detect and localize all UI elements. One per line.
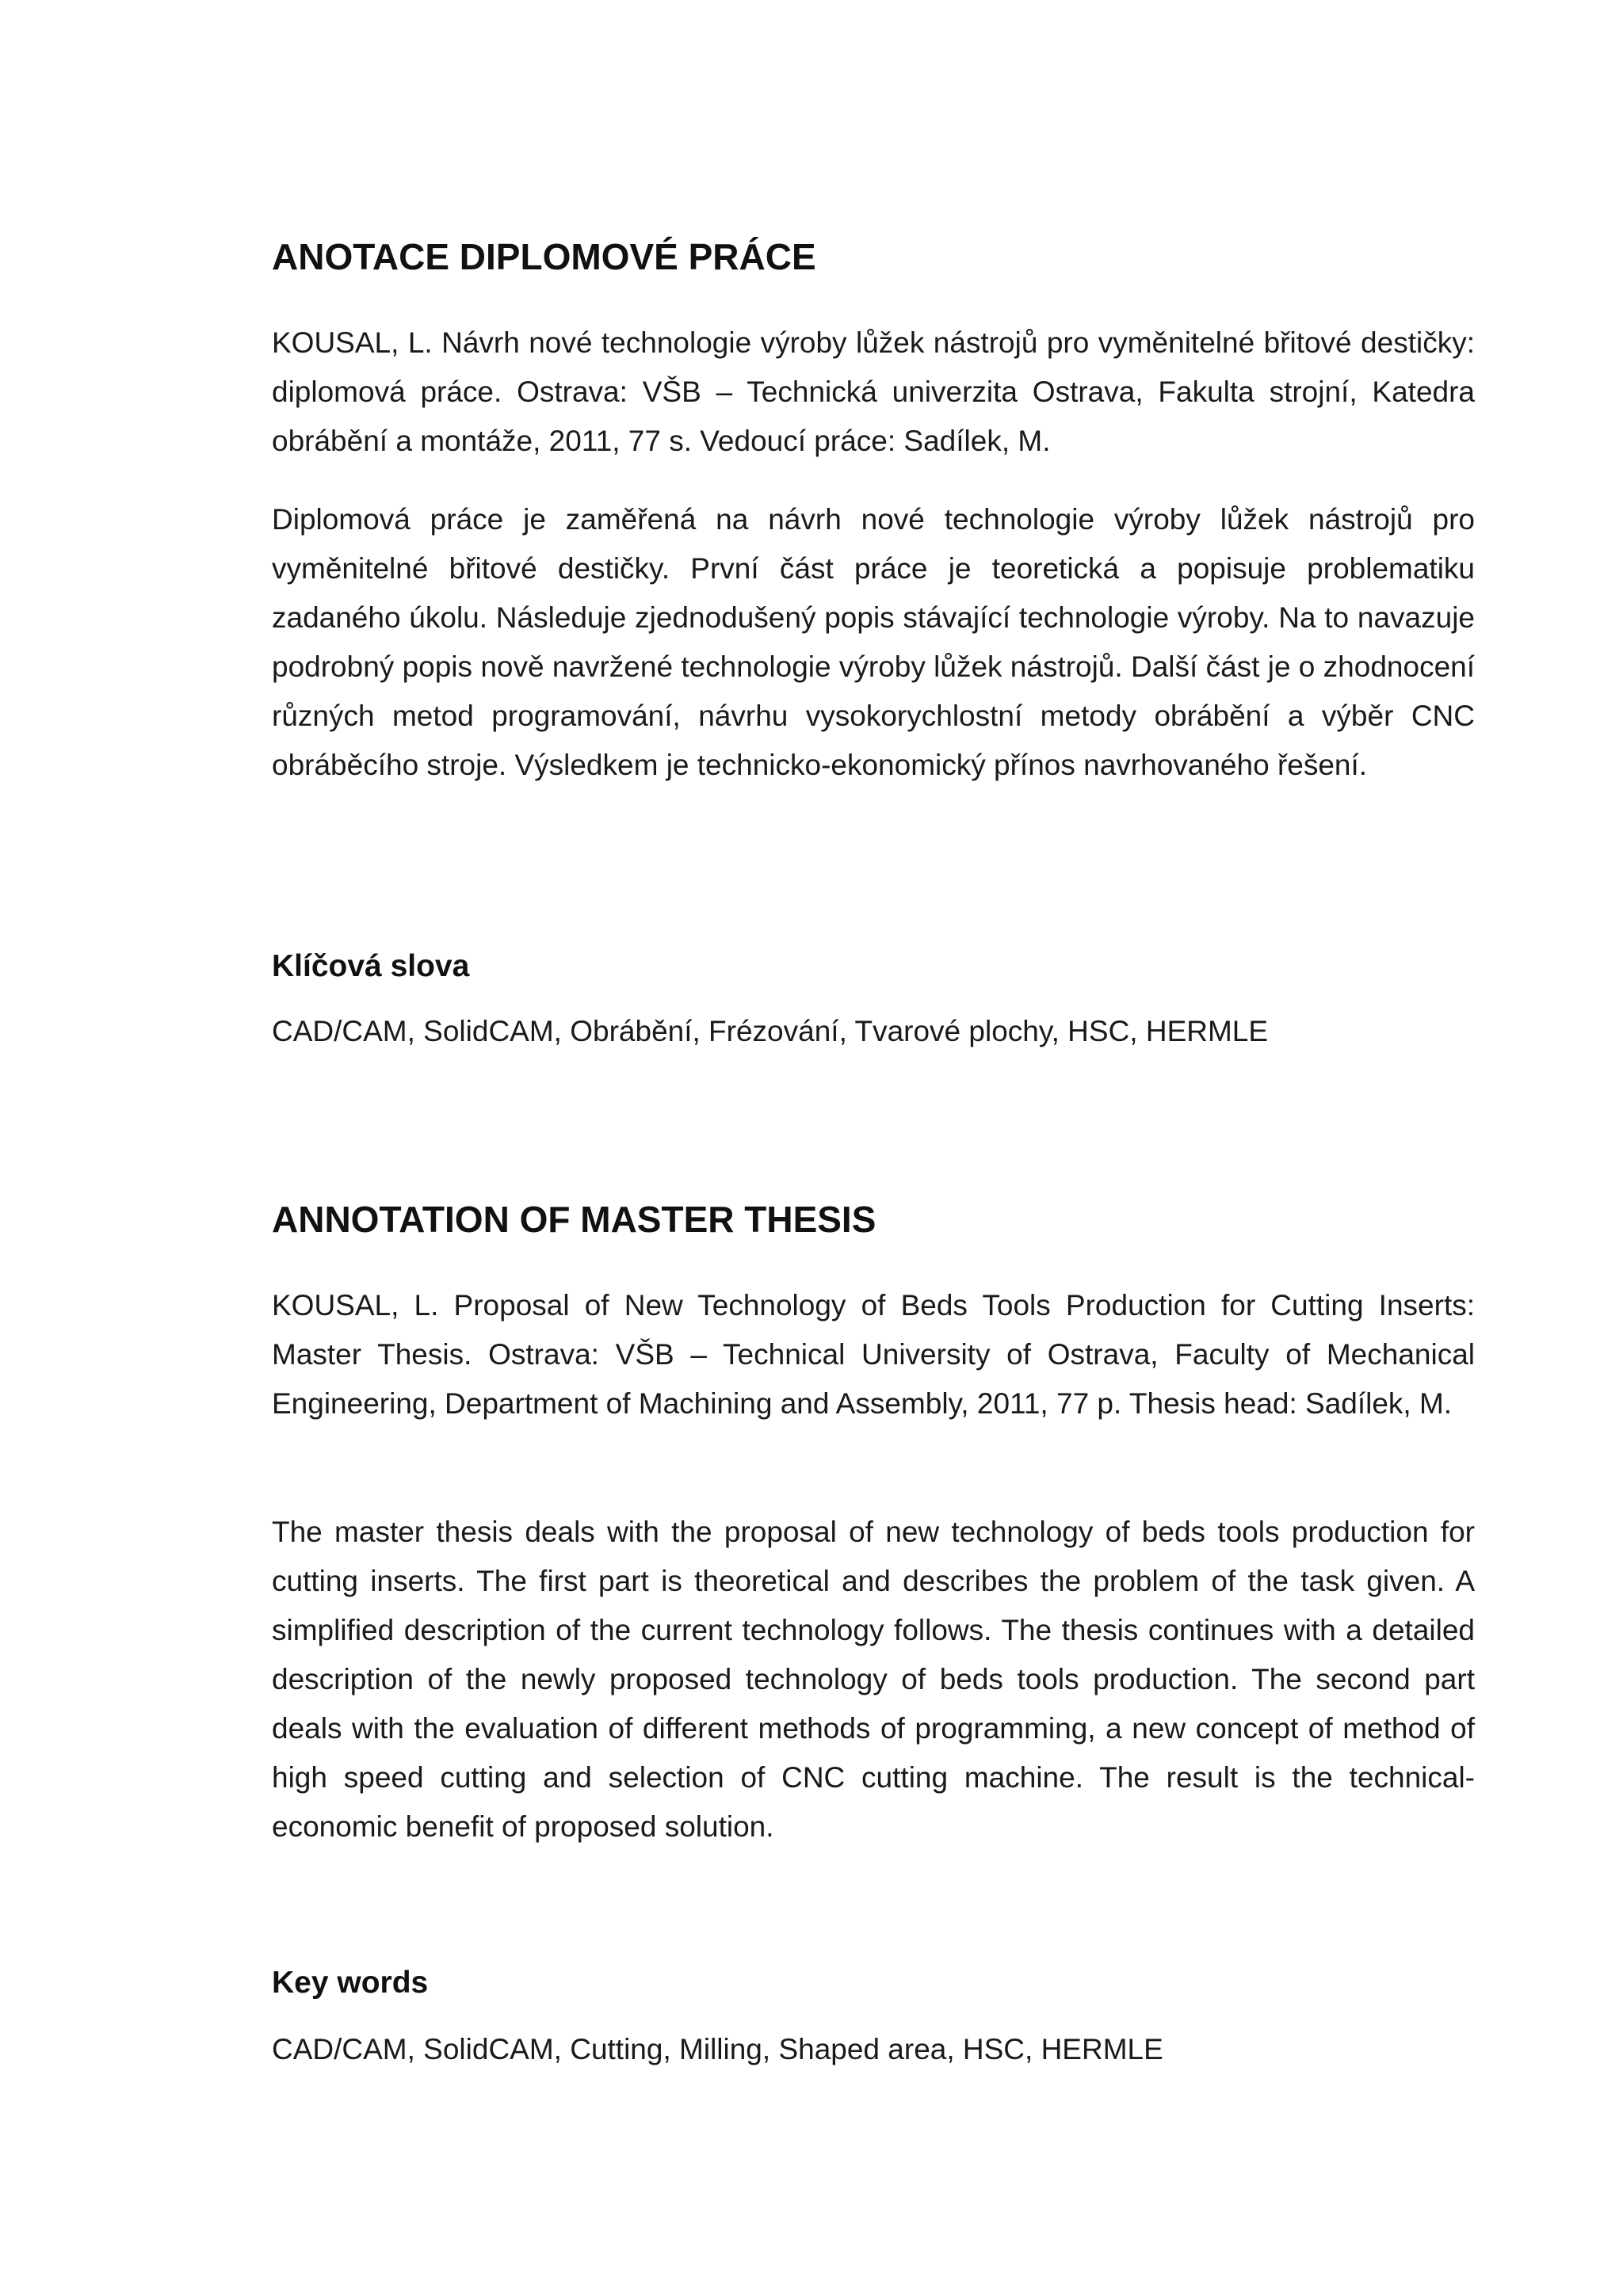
czech-keywords: CAD/CAM, SolidCAM, Obrábění, Frézování, Tvarové plochy, HSC, HERMLE (272, 1015, 1269, 1047)
english-keywords: CAD/CAM, SolidCAM, Cutting, Milling, Shaped area, HSC, HERMLE (272, 2033, 1163, 2065)
czech-keywords-title: Klíčová slova (272, 949, 470, 983)
english-keywords-title: Key words (272, 1966, 429, 2000)
english-citation: KOUSAL, L. Proposal of New Technology of Beds Tools Production for Cutting Inserts: Master Thesis. Ostrava: VŠB – Technical University of Ostrava, Faculty of Mechanical Engineering, Department of Machining and Assembly, 2011, 77 p. Thesis head: Sadílek, M. (272, 1289, 1475, 1420)
czech-abstract: Diplomová práce je zaměřená na návrh nové technologie výroby lůžek nástrojů pro vyměnitelné břitové destičky. První část práce je teoretická a popisuje problematiku zadaného úkolu. Následuje zjednodušený popis stávající technologie výroby. Na to navazuje podrobný popis nově navržené technologie výroby lůžek nástrojů. Další část je o zhodnocení různých metod programování, návrhu vysokorychlostní metody obrábění a výběr CNC obráběcího stroje. Výsledkem je technicko-ekonomický přínos navrhovaného řešení. (272, 503, 1475, 781)
czech-citation: KOUSAL, L. Návrh nové technologie výroby lůžek nástrojů pro vyměnitelné břitové destičky: diplomová práce. Ostrava: VŠB – Technická univerzita Ostrava, Fakulta strojní, Katedra obrábění a montáže, 2011, 77 s. Vedoucí práce: Sadílek, M. (272, 326, 1475, 457)
english-annotation-heading: ANNOTATION OF MASTER THESIS (272, 1199, 876, 1240)
czech-annotation-heading: ANOTACE DIPLOMOVÉ PRÁCE (272, 236, 816, 277)
english-abstract: The master thesis deals with the proposal of new technology of beds tools production for cutting inserts. The first part is theoretical and describes the problem of the task given. A simplified description of the current technology follows. The thesis continues with a detailed description of the newly proposed technology of beds tools production. The second part deals with the evaluation of different methods of programming, a new concept of method of high speed cutting and selection of CNC cutting machine. The result is the technical-economic benefit of proposed solution. (272, 1516, 1475, 1843)
